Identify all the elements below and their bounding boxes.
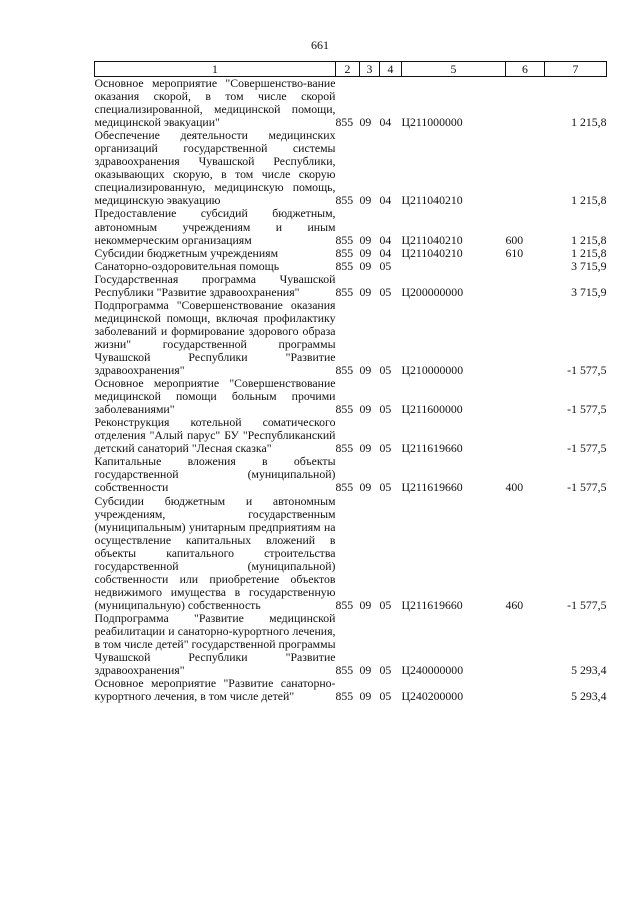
cell-expense-kind: 400 [505, 480, 524, 495]
cell-expense-kind: 600 [505, 232, 524, 247]
table-row [95, 247, 607, 260]
cell-section: 09 [359, 663, 372, 678]
cell-expense-kind [506, 273, 545, 299]
cell-section: 09 [359, 193, 372, 208]
budget-table [94, 61, 607, 703]
cell-section: 09 [359, 597, 372, 612]
cell-target-code: Ц211600000 [401, 402, 463, 417]
table-row [95, 299, 607, 377]
cell-name: Капитальные вложения в объекты государственной (муниципальной) собственности [94, 454, 336, 495]
cell-sum: -1 577,5 [567, 480, 607, 495]
cell-sum: 1 215,8 [571, 115, 607, 130]
cell-subsection: 05 [379, 597, 392, 612]
cell-target-code: Ц211619660 [401, 597, 463, 612]
table-row [95, 260, 607, 273]
column-header-section: 3 [360, 62, 380, 77]
table-row [95, 677, 607, 703]
cell-sum: 3 715,9 [571, 284, 607, 299]
cell-name: Основное мероприятие "Развитие санаторно-курортного лечения, в том числе детей" [94, 676, 336, 704]
cell-target-code: Ц240200000 [401, 689, 464, 704]
cell-target-code: Ц211619660 [401, 441, 463, 456]
cell-sum: -1 577,5 [567, 363, 607, 378]
cell-expense-kind [506, 416, 545, 455]
cell-ministry: 855 [335, 363, 354, 378]
table-row [95, 455, 607, 494]
cell-name: Субсидии бюджетным учреждениям [94, 245, 279, 260]
cell-sum: 5 293,4 [571, 663, 607, 678]
cell-target-code: Ц210000000 [401, 363, 464, 378]
cell-subsection: 05 [379, 480, 392, 495]
cell-target-code: Ц211000000 [401, 115, 463, 130]
cell-name: Основное мероприятие "Совершенство-вание оказания скорой, в том числе скорой специализированной, медицинской помощи, медицинской эвакуации" [94, 76, 336, 130]
column-header-ministry: 2 [336, 62, 360, 77]
cell-subsection: 04 [379, 232, 392, 247]
cell-ministry: 855 [335, 480, 354, 495]
cell-expense-kind [506, 677, 545, 703]
cell-subsection: 05 [379, 689, 392, 704]
cell-target-code: Ц211619660 [401, 480, 463, 495]
cell-section: 09 [359, 284, 372, 299]
page-number: 661 [311, 38, 329, 52]
cell-name: Подпрограмма "Совершенствование оказания медицинской помощи, включая профилактику заболеваний и формирование здорового образа жизни" государственной программы Чувашской Республики "Развитие здравоохранения" [94, 297, 336, 378]
cell-name: Основное мероприятие "Совершенствование медицинской помощи больным прочими заболеваниями" [94, 376, 336, 417]
cell-target-code: Ц211040210 [401, 245, 463, 260]
cell-section: 09 [359, 363, 372, 378]
cell-sum: -1 577,5 [567, 597, 607, 612]
cell-subsection: 04 [379, 115, 392, 130]
table-row [95, 416, 607, 455]
cell-expense-kind: 460 [505, 597, 524, 612]
cell-ministry: 855 [335, 441, 354, 456]
cell-section: 09 [359, 480, 372, 495]
cell-target-code: Ц211040210 [401, 232, 463, 247]
cell-name: Санаторно-оздоровительная помощь [94, 258, 280, 273]
cell-name: Предоставление субсидий бюджетным, автономным учреждениям и иным некоммерческим организациям [94, 206, 336, 247]
cell-ministry: 855 [335, 232, 354, 247]
table-row [95, 495, 607, 612]
cell-expense-kind [506, 77, 545, 130]
cell-ministry: 855 [335, 115, 354, 130]
cell-sum: -1 577,5 [567, 402, 607, 417]
cell-subsection: 05 [379, 402, 392, 417]
cell-sum: -1 577,5 [567, 441, 607, 456]
cell-expense-kind [506, 260, 545, 273]
cell-target-code: Ц240000000 [401, 663, 464, 678]
cell-target-code [402, 260, 506, 273]
cell-target-code: Ц211040210 [401, 193, 463, 208]
cell-section: 09 [359, 441, 372, 456]
cell-expense-kind [506, 377, 545, 416]
cell-ministry: 855 [335, 193, 354, 208]
cell-subsection: 05 [379, 284, 392, 299]
cell-ministry: 855 [335, 258, 354, 273]
cell-sum: 1 215,8 [571, 245, 607, 260]
cell-subsection: 05 [379, 663, 392, 678]
cell-expense-kind: 610 [505, 245, 524, 260]
column-header-name: 1 [95, 62, 336, 77]
cell-subsection: 05 [379, 258, 392, 273]
cell-subsection: 04 [379, 193, 392, 208]
cell-sum: 1 215,8 [571, 232, 607, 247]
cell-section: 09 [359, 232, 372, 247]
table-row [95, 273, 607, 299]
cell-expense-kind [506, 612, 545, 677]
cell-section: 09 [359, 245, 372, 260]
column-header-kind: 6 [506, 62, 545, 77]
cell-subsection: 04 [379, 245, 392, 260]
cell-name: Реконструкция котельной соматического отделения "Алый парус" БУ "Республиканский детский санаторий "Лесная сказка" [94, 415, 336, 456]
cell-ministry: 855 [335, 245, 354, 260]
cell-subsection: 05 [379, 363, 392, 378]
cell-name: Подпрограмма "Развитие медицинской реабилитации и санаторно-курортного лечения, в том числе детей" государственной программы Чувашской Республики "Развитие здравоохранения" [94, 610, 336, 678]
table-header-row [95, 62, 607, 77]
cell-section: 09 [359, 115, 372, 130]
cell-target-code: Ц200000000 [401, 284, 464, 299]
cell-expense-kind [506, 299, 545, 377]
cell-sum: 3 715,9 [571, 258, 607, 273]
cell-sum: 5 293,4 [571, 689, 607, 704]
cell-ministry: 855 [335, 597, 354, 612]
cell-section: 09 [359, 258, 372, 273]
cell-expense-kind [506, 129, 545, 207]
cell-name: Обеспечение деятельности медицинских организаций государственной системы здравоохранения Чувашской Республики, оказывающих скорую, в том числе скорую специализированную, медицинскую помощь, медицинскую эвакуацию [94, 128, 336, 208]
cell-ministry: 855 [335, 284, 354, 299]
cell-section: 09 [359, 689, 372, 704]
table-row [95, 377, 607, 416]
cell-sum: 1 215,8 [571, 193, 607, 208]
cell-name: Субсидии бюджетным и автономным учреждениям, государственным (муниципальным) унитарным предприятиям на осуществление капитальных вложений в объекты капитального строительства государственной (муниципальной) собственности или приобретение объектов недвижимого имущества в государственную (муниципальную) собственность [94, 493, 336, 612]
table-row [95, 77, 607, 130]
cell-ministry: 855 [335, 402, 354, 417]
table-row [95, 207, 607, 246]
cell-subsection: 05 [379, 441, 392, 456]
column-header-subsection: 4 [380, 62, 402, 77]
column-header-target: 5 [402, 62, 506, 77]
column-header-sum: 7 [545, 62, 607, 77]
cell-name: Государственная программа Чувашской Республики "Развитие здравоохранения" [94, 271, 336, 299]
cell-ministry: 855 [335, 689, 354, 704]
table-row [95, 612, 607, 677]
cell-section: 09 [359, 402, 372, 417]
cell-ministry: 855 [335, 663, 354, 678]
table-row [95, 129, 607, 207]
